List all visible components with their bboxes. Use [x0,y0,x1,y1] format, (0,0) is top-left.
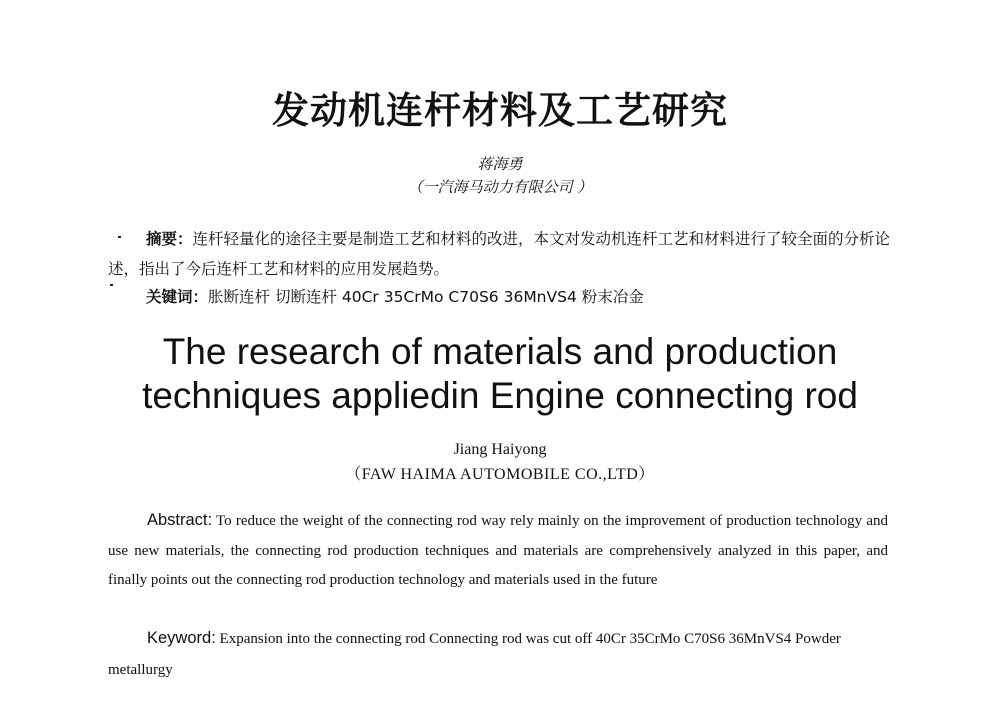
chinese-author: 蒋海勇 [477,155,523,173]
english-abstract-text: To reduce the weight of the connecting rod way rely mainly on the improvement of production technology and use new materials, the connecting rod production techniques and materials are comprehensively analyzed in this paper, and finally points out the connecting rod production technology and materials used in the future [108,513,888,588]
scan-speck [110,284,113,286]
english-title-line-2: techniques appliedin Engine connecting rod [142,375,858,416]
chinese-keywords [146,285,644,307]
english-abstract [108,506,888,596]
chinese-title: 发动机连杆材料及工艺研究 [272,89,728,132]
english-affiliation: （FAW HAIMA AUTOMOBILE CO.,LTD） [345,466,655,483]
english-keywords-text: Expansion into the connecting rod Connecting rod was cut off 40Cr 35CrMo C70S6 36MnVS4 Powder metallurgy [108,631,841,678]
chinese-keywords-label: 关键词： [146,288,209,306]
english-keywords-label: Keyword: [147,629,216,647]
english-abstract-label: Abstract: [147,511,213,529]
chinese-abstract-text: 连杆轻量化的途径主要是制造工艺和材料的改进，本文对发动机连杆工艺和材料进行了较全面的分析论述，指出了今后连杆工艺和材料的应用发展趋势。 [108,230,891,278]
chinese-abstract [108,224,892,284]
english-keywords [108,623,888,686]
chinese-affiliation: （一汽海马动力有限公司 ） [407,178,593,196]
english-title-line-1: The research of materials and production [162,331,838,372]
english-title [0,330,1000,418]
chinese-abstract-label: 摘要： [146,230,193,248]
english-author: Jiang Haiyong [453,441,547,458]
scan-speck [118,236,121,238]
chinese-keywords-text: 胀断连杆 切断连杆 40Cr 35CrMo C70S6 36MnVS4 粉末冶金 [208,288,644,306]
